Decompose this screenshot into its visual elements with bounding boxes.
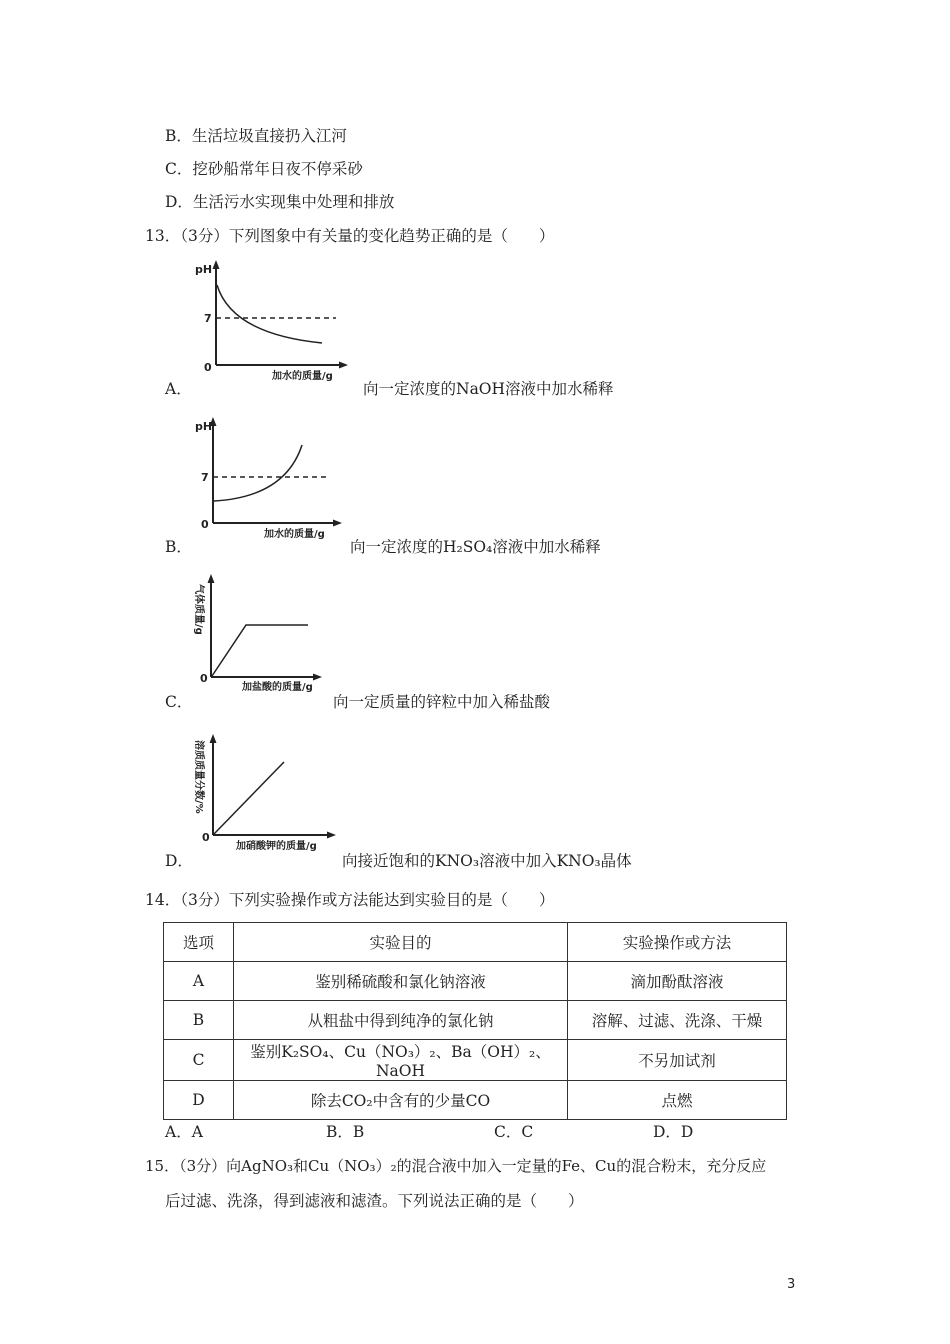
q14-answer-c: C．C xyxy=(494,1123,534,1141)
table-header-method: 实验操作或方法 xyxy=(568,923,787,962)
graph-c-origin: 0 xyxy=(200,672,208,685)
q14-stem: 14．（3分）下列实验操作或方法能达到实验目的是（ ） xyxy=(145,891,555,909)
q14-answer-a: A．A xyxy=(165,1123,203,1141)
q13-option-b-caption: 向一定浓度的H₂SO₄溶液中加水稀释 xyxy=(350,538,601,556)
table-row xyxy=(164,962,787,1001)
graph-b-tick-7: 7 xyxy=(201,471,209,484)
q12-option-c: C．挖砂船常年日夜不停采砂 xyxy=(165,160,363,178)
graph-a xyxy=(190,258,360,383)
q13-option-d-letter: D． xyxy=(165,852,193,870)
table-cell: 鉴别K₂SO₄、Cu（NO₃）₂、Ba（OH）₂、NaOH xyxy=(234,1040,568,1081)
table-cell: 鉴别稀硫酸和氯化钠溶液 xyxy=(234,962,568,1001)
table-cell: B xyxy=(164,1001,234,1040)
q14-answer-d: D．D xyxy=(653,1123,694,1141)
q15-stem-line2: 后过滤、洗涤，得到滤液和滤渣。下列说法正确的是（ ） xyxy=(165,1192,584,1210)
table-cell: 从粗盐中得到纯净的氯化钠 xyxy=(234,1001,568,1040)
table-row xyxy=(164,1040,787,1081)
table-cell: A xyxy=(164,962,234,1001)
q12-option-b: B．生活垃圾直接扔入江河 xyxy=(165,127,347,145)
table-header-option: 选项 xyxy=(164,923,234,962)
graph-d xyxy=(190,732,345,854)
table-row xyxy=(164,1001,787,1040)
page-number: 3 xyxy=(787,1277,796,1292)
table-cell: 不另加试剂 xyxy=(568,1040,787,1081)
graph-b xyxy=(190,415,360,540)
q13-option-b-letter: B． xyxy=(165,538,192,556)
table-row xyxy=(164,1081,787,1120)
q13-option-a-caption: 向一定浓度的NaOH溶液中加水稀释 xyxy=(363,380,614,398)
graph-c-x-label: 加盐酸的质量/g xyxy=(242,682,313,693)
q15-stem-line1: 15．（3分）向AgNO₃和Cu（NO₃）₂的混合液中加入一定量的Fe、Cu的混合粉末，充分反应 xyxy=(145,1157,767,1175)
table-header-purpose: 实验目的 xyxy=(234,923,568,962)
graph-a-origin: 0 xyxy=(204,361,212,374)
graph-d-y-label: 溶质质量分数/% xyxy=(193,740,204,814)
table-cell: 除去CO₂中含有的少量CO xyxy=(234,1081,568,1120)
table-cell: 滴加酚酞溶液 xyxy=(568,962,787,1001)
q13-option-a-letter: A． xyxy=(165,380,192,398)
graph-b-x-label: 加水的质量/g xyxy=(264,529,325,540)
q13-option-c-caption: 向一定质量的锌粒中加入稀盐酸 xyxy=(333,693,551,711)
table-cell: C xyxy=(164,1040,234,1081)
graph-a-y-label: pH xyxy=(195,263,213,276)
graph-c xyxy=(190,572,340,694)
table-cell: 溶解、过滤、洗涤、干燥 xyxy=(568,1001,787,1040)
graph-c-y-label: 气体质量/g xyxy=(193,584,204,635)
q14-answer-b: B．B xyxy=(326,1123,365,1141)
table-cell: D xyxy=(164,1081,234,1120)
q13-option-c-letter: C． xyxy=(165,693,193,711)
graph-a-x-label: 加水的质量/g xyxy=(272,371,333,382)
graph-a-tick-7: 7 xyxy=(204,312,212,325)
q13-stem: 13．（3分）下列图象中有关量的变化趋势正确的是（ ） xyxy=(145,227,555,245)
q12-option-d: D．生活污水实现集中处理和排放 xyxy=(165,193,395,211)
graph-d-x-label: 加硝酸钾的质量/g xyxy=(236,841,317,852)
q13-option-d-caption: 向接近饱和的KNO₃溶液中加入KNO₃晶体 xyxy=(342,852,632,870)
table-header-row xyxy=(164,923,787,962)
graph-b-origin: 0 xyxy=(201,518,209,531)
q14-table xyxy=(163,922,787,1120)
table-cell: 点燃 xyxy=(568,1081,787,1120)
graph-b-y-label: pH xyxy=(195,420,213,433)
graph-d-origin: 0 xyxy=(202,831,210,844)
